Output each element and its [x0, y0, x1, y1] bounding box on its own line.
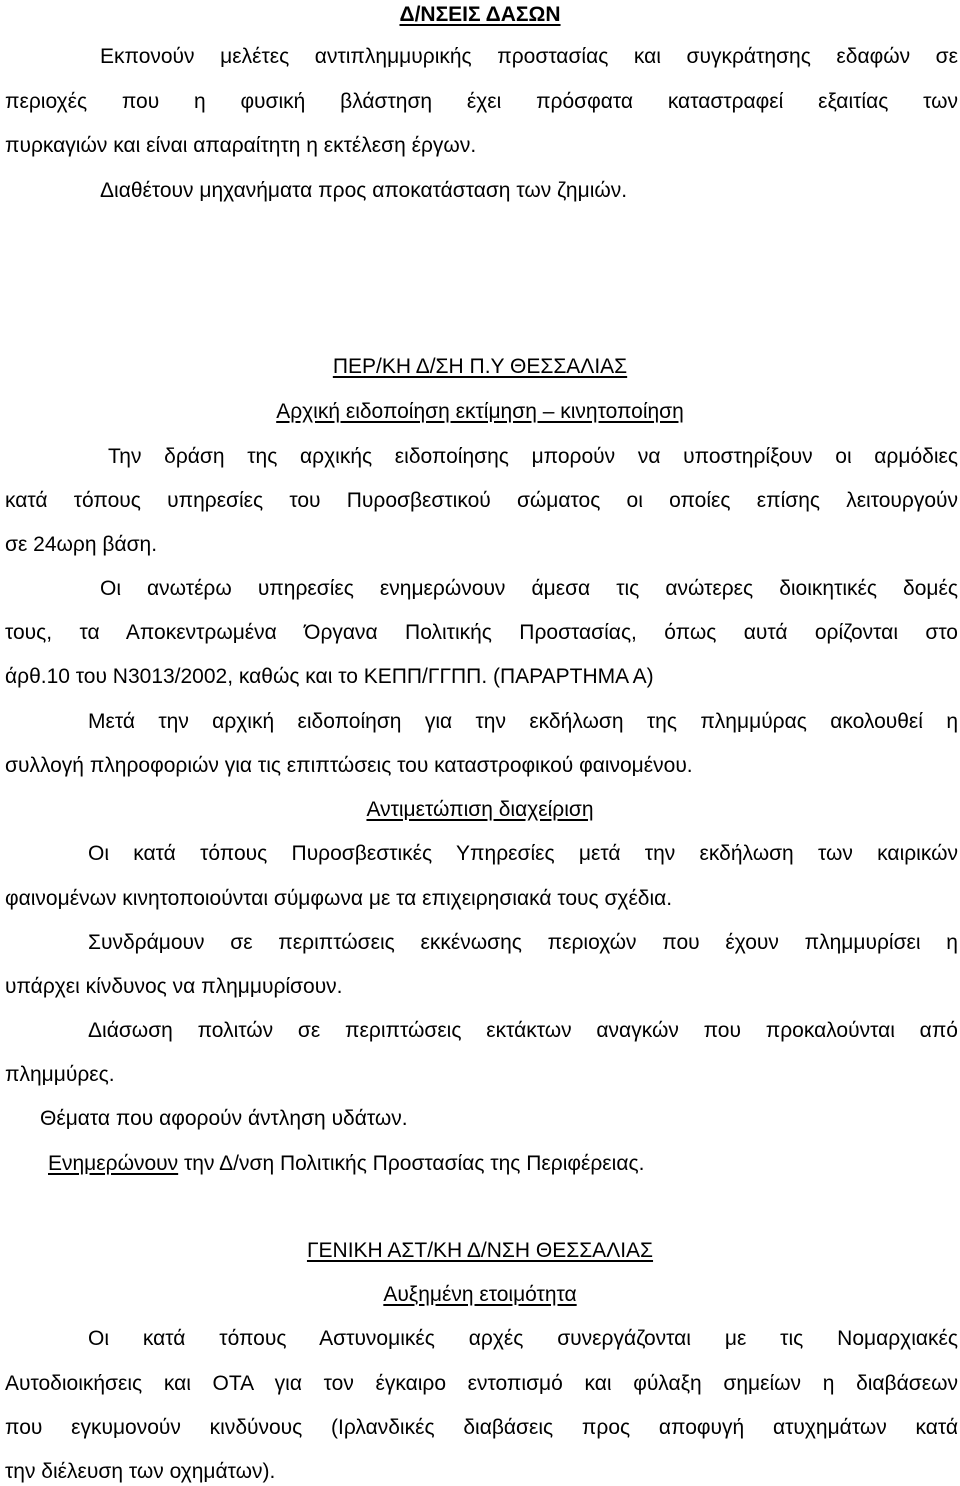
paragraph-line: που εγκυμονούν κινδύνους (Ιρλανδικές διαβάσεις προς αποφυγή ατυχημάτων κατά	[5, 1416, 958, 1439]
paragraph-line: περιοχές που η φυσική βλάστηση έχει πρόσφατα καταστραφεί εξαιτίας των	[5, 90, 958, 113]
paragraph-line: πλημμύρες.	[5, 1063, 115, 1086]
paragraph-line: την διέλευση των οχημάτων).	[5, 1460, 276, 1483]
paragraph-line: Μετά την αρχική ειδοποίηση για την εκδήλωση της πλημμύρας ακολουθεί η	[88, 710, 958, 733]
subheading-response-management: Αντιμετώπιση διαχείριση	[366, 798, 594, 821]
paragraph-line: φαινομένων κινητοποιούνται σύμφωνα με τα επιχειρησιακά τους σχέδια.	[5, 887, 673, 910]
paragraph-line: συλλογή πληροφοριών για τις επιπτώσεις του καταστροφικού φαινομένου.	[5, 754, 693, 777]
paragraph-line-inform	[48, 1151, 960, 1177]
section-heading-fire-service: ΠΕΡ/ΚΗ Δ/ΣΗ Π.Υ ΘΕΣΣΑΛΙΑΣ	[332, 355, 628, 378]
inform-text: την Δ/νση Πολιτικής Προστασίας της Περιφέρειας.	[178, 1152, 645, 1175]
paragraph-line: Διαθέτουν μηχανήματα προς αποκατάσταση των ζημιών.	[100, 179, 628, 202]
subheading-increased-readiness: Αυξημένη ετοιμότητα	[383, 1283, 577, 1306]
section-heading-police: ΓΕΝΙΚΗ ΑΣΤ/ΚΗ Δ/ΝΣΗ ΘΕΣΣΑΛΙΑΣ	[306, 1239, 654, 1262]
paragraph-line: Θέματα που αφορούν άντληση υδάτων.	[40, 1107, 408, 1130]
paragraph-line: Εκπονούν μελέτες αντιπλημμυρικής προστασίας και συγκράτησης εδαφών σε	[100, 45, 958, 68]
section-heading-forests: Δ/ΝΣΕΙΣ ΔΑΣΩΝ	[399, 3, 561, 26]
paragraph-line: τους, τα Αποκεντρωμένα Όργανα Πολιτικής Προστασίας, όπως αυτά ορίζονται στο	[5, 621, 958, 644]
paragraph-line: Την δράση της αρχικής ειδοποίησης μπορούν να υποστηρίξουν οι αρμόδιες	[108, 445, 958, 468]
inform-label: Ενημερώνουν	[48, 1152, 179, 1175]
paragraph-line: Οι κατά τόπους Αστυνομικές αρχές συνεργάζονται με τις Νομαρχιακές	[88, 1327, 958, 1350]
paragraph-line: Αυτοδιοικήσεις και ΟΤΑ για τον έγκαιρο εντοπισμό και φύλαξη σημείων η διαβάσεων	[5, 1372, 958, 1395]
paragraph-line: Συνδράμουν σε περιπτώσεις εκκένωσης περιοχών που έχουν πλημμυρίσει η	[88, 931, 958, 954]
paragraph-line: πυρκαγιών και είναι απαραίτητη η εκτέλεση έργων.	[5, 134, 477, 157]
paragraph-line: σε 24ωρη βάση.	[5, 533, 158, 556]
paragraph-line: Διάσωση πολιτών σε περιπτώσεις εκτάκτων αναγκών που προκαλούνται από	[88, 1019, 958, 1042]
subheading-initial-notification: Αρχική ειδοποίηση εκτίμηση – κινητοποίηση	[276, 400, 684, 423]
paragraph-line: Οι κατά τόπους Πυροσβεστικές Υπηρεσίες μετά την εκδήλωση των καιρικών	[88, 842, 958, 865]
paragraph-line: Οι ανωτέρω υπηρεσίες ενημερώνουν άμεσα τις ανώτερες διοικητικές δομές	[100, 577, 958, 600]
paragraph-line: κατά τόπους υπηρεσίες του Πυροσβεστικού σώματος οι οποίες επίσης λειτουργούν	[5, 489, 958, 512]
paragraph-line: άρθ.10 του Ν3013/2002, καθώς και το ΚΕΠΠ/ΓΓΠΠ. (ΠΑΡΑΡΤΗΜΑ Α)	[5, 665, 654, 688]
paragraph-line: υπάρχει κίνδυνος να πλημμυρίσουν.	[5, 975, 343, 998]
